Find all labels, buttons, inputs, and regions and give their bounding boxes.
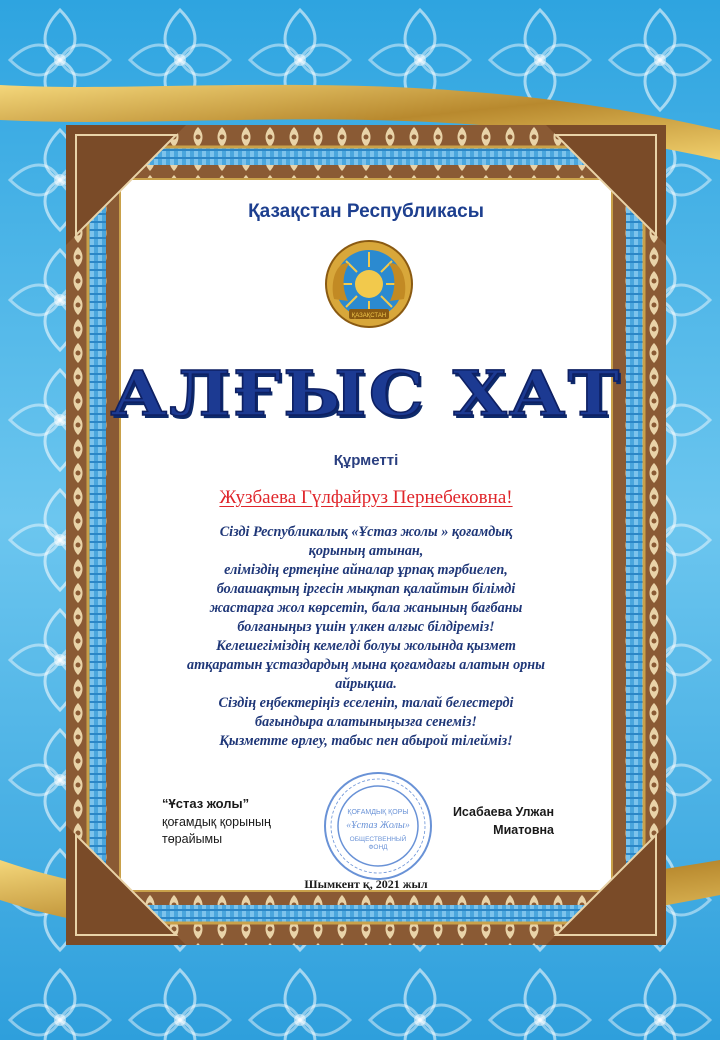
stamp-bottom-text: ОБЩЕСТВЕННЫЙ bbox=[349, 836, 407, 843]
certificate-body bbox=[176, 523, 556, 751]
body-line: айрықша. bbox=[335, 676, 397, 692]
certificate-title: АЛҒЫС ХАТ bbox=[110, 357, 622, 430]
signatory-org: “Ұстаз жолы” bbox=[162, 796, 250, 811]
country-heading: Қазақстан Республикасы bbox=[248, 201, 484, 222]
body-line: бағындыра алатыныңызға сенеміз! bbox=[255, 714, 477, 730]
signatory-name-line: Исабаева Улжан bbox=[452, 805, 554, 819]
stamp-main-text: «Ұстаз Жолы» bbox=[346, 820, 410, 831]
body-line: болғаныңыз үшін үлкен алғыс білдіреміз! bbox=[237, 619, 495, 635]
signatory-name-line: Миатовна bbox=[493, 823, 554, 837]
body-line: атқаратын ұстаздардың мына қоғамдағы алатын орны bbox=[187, 657, 545, 673]
signatory-role-line: төрайымы bbox=[162, 832, 223, 846]
stamp-top-text: ҚОҒАМДЫҚ ҚОРЫ bbox=[347, 809, 409, 816]
body-line: Сізді Республикалық «Ұстаз жолы » қоғамдық bbox=[219, 524, 513, 540]
body-line: жастарға жол көрсетіп, бала жанының бағбаны bbox=[209, 600, 523, 616]
body-line: еліміздің ертеңіне айналар ұрпақ тәрбиелеп, bbox=[224, 562, 508, 578]
recipient-name: Жузбаева Гүлфайруз Пернебековна! bbox=[219, 487, 513, 508]
signatory-name bbox=[450, 803, 554, 839]
state-emblem-icon bbox=[324, 239, 414, 329]
organization-stamp bbox=[322, 770, 434, 882]
emblem-label: ҚАЗАҚСТАН bbox=[351, 313, 387, 319]
body-line: Қызметте өрлеу, табыс пен абырой тілейміз! bbox=[219, 733, 513, 749]
signatory-role bbox=[162, 814, 342, 848]
signatory-role-line: қоғамдық қорының bbox=[162, 815, 271, 829]
body-line: Келешегіміздің кемелді болуы жолында қызмет bbox=[216, 638, 516, 654]
body-line: Сіздің еңбектеріңіз еселеніп, талай белестерді bbox=[218, 695, 514, 711]
body-line: болашақтың іргесін мықтап қалайтын білімді bbox=[216, 581, 516, 597]
body-line: қорының атынан, bbox=[308, 543, 424, 559]
stamp-bottom-text: ФОНД bbox=[368, 844, 388, 851]
place-date: Шымкент қ, 2021 жыл bbox=[304, 877, 428, 891]
salutation: Құрметті bbox=[333, 452, 399, 469]
certificate-sheet bbox=[66, 125, 666, 945]
